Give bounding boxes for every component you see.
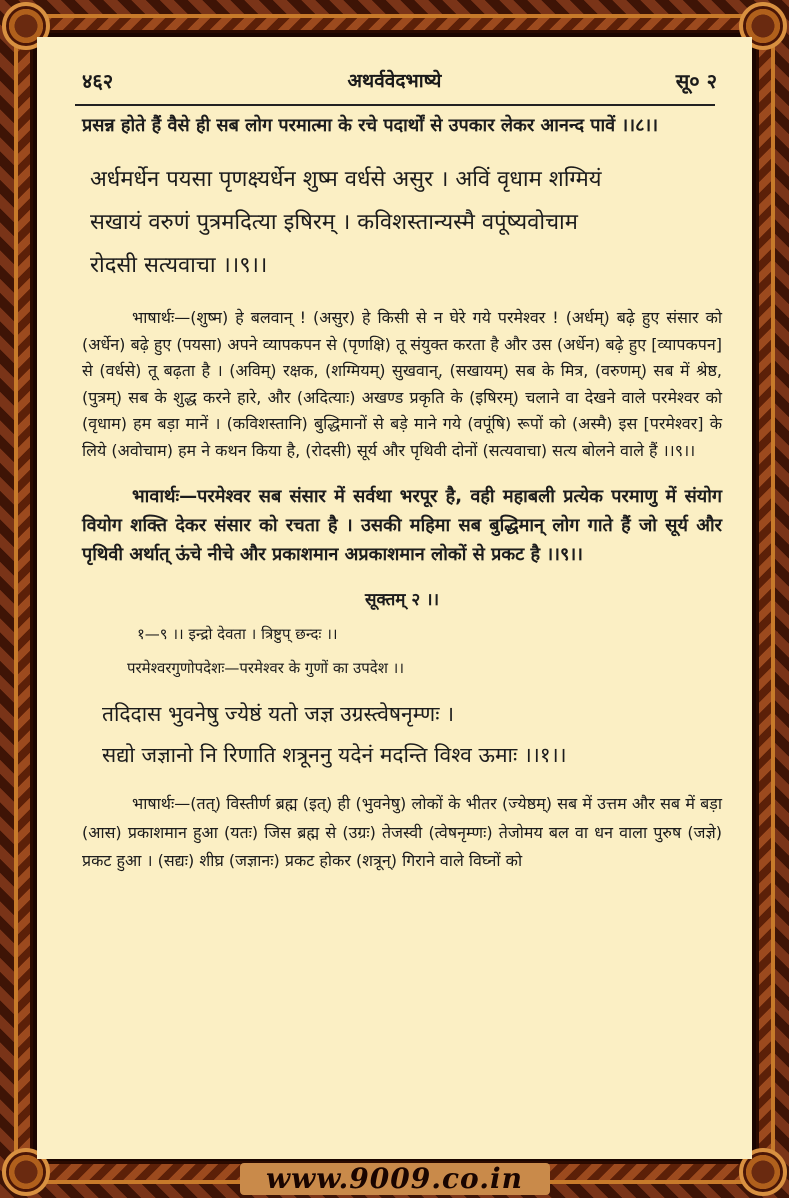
page-number: ४६२ [82,69,114,93]
mantra-line: रोदसी सत्यवाचा ।।९।। [90,253,268,278]
mantra-1 [82,694,722,776]
page-header [37,67,752,99]
devata-line: १—९ ।। इन्द्रो देवता । त्रिष्टुप् छन्दः ।। [137,625,338,643]
header-rule [75,104,715,106]
intro-paragraph: प्रसन्न होते हैं वैसे ही सब लोग परमात्मा के रचे पदार्थों से उपकार लेकर आनन्द पावें ।।८।। [82,115,659,136]
book-page [37,37,752,1159]
upadesh-line: परमेश्वरगुणोपदेशः—परमेश्वर के गुणों का उपदेश ।। [127,659,405,677]
mantra-line: सद्यो जज्ञानो नि रिणाति शत्रूननु यदेनं मदन्ति विश्व ऊमाः ।।१।। [102,743,567,767]
bhashartha-1: भाषार्थः—(तत्) विस्तीर्ण ब्रह्म (इत्) ही (भुवनेषु) लोकों के भीतर (ज्येष्ठम्) सब में उत्तम और सब में बड़ा (आस) प्रकाशमान हुआ (यतः) जिस ब्रह्म से (उग्रः) तेजस्वी (त्वेषनृम्णः) तेजोमय बल वा धन वाला पुरुष (जज्ञे) प्रकट हुआ । (सद्यः) शीघ्र (जज्ञानः) प्रकट होकर (शत्रून्) गिराने वाले विघ्नों को [82,794,722,870]
page-title: अथर्ववेदभाष्ये [347,70,442,92]
bhashartha-9: भाषार्थः—(शुष्म) हे बलवान् ! (असुर) हे किसी से न घेरे गये परमेश्वर ! (अर्धम्) बढ़े हुए संसार को (अर्धेन) बढ़े हुए (पयसा) अपने व्यापकपन से (पृणक्षि) तू संयुक्त करता है और उस (अर्धेन) बढ़े हुए [व्यापकपन] से (वर्धसे) तू बढ़ता है । (अविम्) रक्षक, (शग्मियम्) सुखवान्, (सखायम्) सब के मित्र, (वरुणम्) सब में श्रेष्ठ, (पुत्रम्) सब के शुद्ध करने हारे, और (अदित्याः) अखण्ड प्रकृति के (इषिरम्) चलाने वा देखने वाले परमेश्वर को (वृधाम) हम बड़ा मानें । (कविशस्तानि) बुद्धिमानों से बड़े माने गये (वपूंषि) रूपों को (अस्मै) इस [परमेश्वर] के लिये (अवोचाम) हम ने कथन किया है, (रोदसी) सूर्य और पृथिवी दोनों (सत्यवाचा) सत्य बोलने वाले हैं ।।९।। [82,308,722,460]
mantra-line: सखायं वरुणं पुत्रमदित्या इषिरम् । कविशस्तान्यस्मै वपूंष्यवोचाम [90,210,578,235]
sukta-heading: सूक्तम् २ ।। [364,590,440,610]
footer-url[interactable]: www.9009.co.in [266,1162,523,1195]
sukta-number: सू० २ [675,69,717,93]
page-body [82,111,722,876]
mantra-line: अर्धमर्धेन पयसा पृणक्ष्यर्धेन शुष्म वर्धसे असुर । अविं वृधाम शग्मियं [90,167,602,192]
mantra-9 [82,158,722,287]
mantra-line: तदिदास भुवनेषु ज्येष्ठं यतो जज्ञ उग्रस्त्वेषनृम्णः । [102,702,455,726]
bhavartha-9: भावार्थः—परमेश्वर सब संसार में सर्वथा भरपूर है, वही महाबली प्रत्येक परमाणु में संयोग वियोग शक्ति देकर संसार को रचता है । उसकी महिमा सब बुद्धिमान् लोग गाते हैं जो सूर्य और पृथिवी अर्थात् ऊंचे नीचे और प्रकाशमान अप्रकाशमान लोकों से प्रकट है ।।९।। [82,486,722,565]
